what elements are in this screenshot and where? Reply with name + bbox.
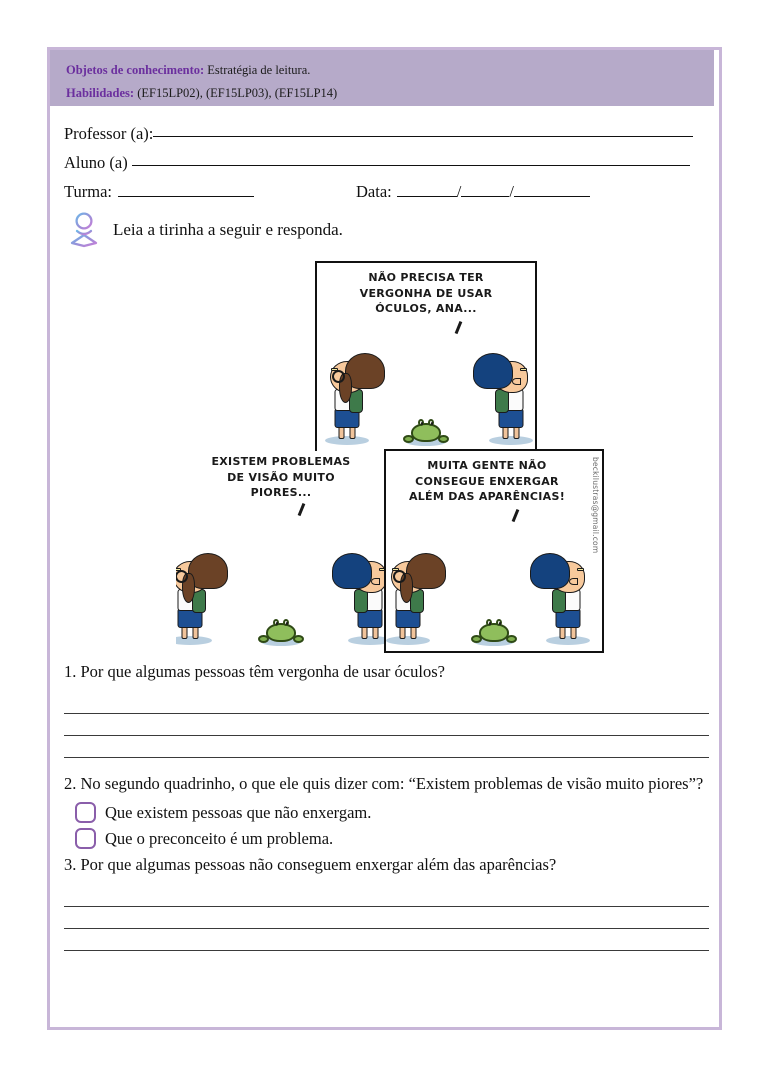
panel-1-balloon-text: NÃO PRECISA TER VERGONHA DE USAR ÓCULOS, ANA... [359, 271, 493, 315]
hair-blue [530, 553, 570, 589]
data-separator-2: / [509, 182, 514, 201]
panel-3-speech-tail [512, 509, 519, 522]
habilidades-value: (EF15LP02), (EF15LP03), (EF15LP14) [137, 86, 338, 100]
aluno-input[interactable] [132, 165, 690, 166]
frog-eye-right [496, 619, 502, 626]
questions-section [64, 661, 710, 951]
comic-panel-2 [176, 451, 386, 651]
panel-2-scene [176, 525, 386, 651]
question-3-answer-area[interactable] [64, 885, 710, 951]
panel-3-balloon-text: MUITA GENTE NÃO CONSEGUE ENXERGAR ALÉM DAS APARÊNCIAS! [408, 459, 566, 503]
turma-label: Turma: [64, 182, 112, 201]
eyeglasses [393, 570, 406, 583]
turma-input[interactable] [118, 196, 254, 197]
data-day-input[interactable] [397, 196, 457, 197]
option-1-label: Que existem pessoas que não enxergam. [105, 802, 372, 822]
professor-input[interactable] [153, 136, 693, 137]
frog-eye-left [273, 619, 279, 626]
hair-blue [473, 353, 513, 389]
mouth [371, 578, 380, 585]
objetos-label: Objetos de conhecimento: [66, 63, 205, 77]
character-frog [258, 612, 304, 646]
comic-strip [176, 261, 604, 653]
answer-line[interactable] [64, 736, 709, 758]
question-2-text: 2. No segundo quadrinho, o que ele quis dizer com: “Existem problemas de visão muito piores”? [64, 774, 704, 793]
option-row[interactable] [75, 828, 710, 849]
answer-line[interactable] [64, 692, 709, 714]
question-3-text: 3. Por que algumas pessoas não conseguem enxergar além das aparências? [64, 855, 557, 874]
comic-panel-3 [384, 449, 604, 653]
eyeglasses [332, 370, 345, 383]
student-form-area [50, 106, 719, 206]
panel-3-scene [386, 525, 602, 651]
mouth [569, 578, 578, 585]
frog-body [411, 423, 441, 442]
question-2 [64, 773, 710, 849]
instruction-text: Leia a tirinha a seguir e responda. [113, 220, 343, 239]
question-3 [64, 854, 710, 951]
panel-2-balloon-text: EXISTEM PROBLEMAS DE VISÃO MUITO PIORES... [211, 455, 351, 499]
option-2-label: Que o preconceito é um problema. [105, 828, 334, 848]
answer-line[interactable] [64, 907, 709, 929]
question-2-options [64, 802, 710, 849]
data-year-input[interactable] [514, 196, 590, 197]
professor-row [64, 119, 705, 148]
frog-eye-right [283, 619, 289, 626]
question-1 [64, 661, 710, 758]
answer-line[interactable] [64, 929, 709, 951]
frog-body [266, 623, 296, 642]
question-1-answer-area[interactable] [64, 692, 710, 758]
reader-person-icon [64, 210, 104, 250]
frog-body [479, 623, 509, 642]
panel-1-scene [317, 325, 535, 451]
answer-line[interactable] [64, 885, 709, 907]
answer-line[interactable] [64, 714, 709, 736]
frog-eye-left [486, 619, 492, 626]
data-separator-1: / [456, 182, 462, 201]
checkbox-option-1[interactable] [75, 802, 96, 823]
eye [520, 368, 527, 372]
objetos-de-conhecimento-row [66, 59, 714, 82]
question-1-text: 1. Por que algumas pessoas têm vergonha de usar óculos? [64, 662, 445, 681]
turma-data-row [64, 177, 705, 206]
mouth [512, 378, 521, 385]
checkbox-option-2[interactable] [75, 828, 96, 849]
comic-panel-1 [315, 261, 537, 453]
panel-2-speech-tail [298, 503, 305, 516]
data-label: Data: [356, 182, 392, 201]
instruction-row [64, 210, 343, 250]
option-row[interactable] [75, 802, 710, 823]
habilidades-row [66, 82, 714, 105]
habilidades-label: Habilidades: [66, 86, 135, 100]
hair-blue [332, 553, 372, 589]
objetos-value: Estratégia de leitura. [207, 63, 311, 77]
frog-eye-right [428, 419, 434, 426]
frog-eye-left [418, 419, 424, 426]
aluno-row [64, 148, 705, 177]
standards-header-band [50, 50, 714, 106]
data-month-input[interactable] [461, 196, 509, 197]
artist-watermark: beckilustras@gmail.com [591, 457, 600, 554]
character-frog [471, 612, 517, 646]
eye [577, 568, 584, 572]
character-frog [403, 412, 449, 446]
professor-label: Professor (a): [64, 124, 154, 143]
aluno-label: Aluno (a) [64, 153, 128, 172]
worksheet-page [47, 47, 722, 1030]
